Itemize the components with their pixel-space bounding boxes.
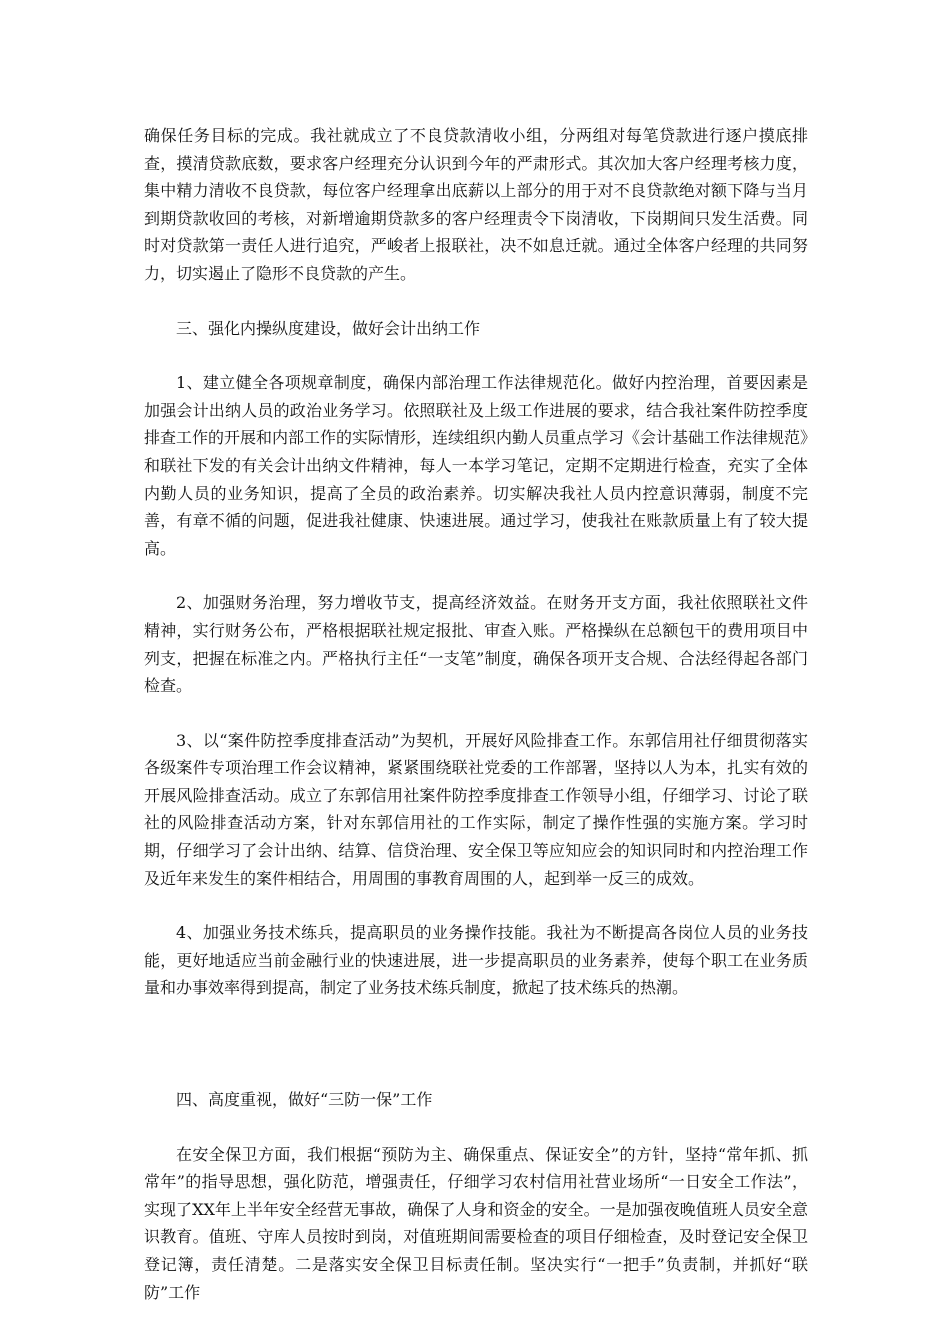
spacer (144, 562, 808, 589)
paragraph-item-4: 4、加强业务技术练兵，提高职员的业务操作技能。我社为不断提高各岗位人员的业务技能，更好地适应当前金融行业的快速进展，进一步提高职员的业务素养，使每个职工在业务质量和办事效率得到提高，制定了业务技术练兵制度，掀起了技术练兵的热潮。 (144, 923, 808, 998)
paragraph-item-3: 3、以“案件防控季度排查活动”为契机，开展好风险排查工作。东郭信用社仔细贯彻落实各级案件专项治理工作会议精神，紧紧围绕联社党委的工作部署，坚持以人为本，扎实有效的开展风险排查活动。成立了东郭信用社案件防控季度排查工作领导小组，仔细学习、讨论了联社的风险排查活动方案，针对东郭信用社的工作实际，制定了操作性强的实施方案。学习时期，仔细学习了会计出纳、结算、信贷治理、安全保卫等应知应会的知识同时和内控治理工作及近年来发生的案件相结合，用周围的事教育周围的人，起到举一反三的成效。 (144, 730, 808, 888)
spacer (144, 1002, 808, 1086)
document-page (144, 122, 808, 1306)
paragraph-npl-collection: 确保任务目标的完成。我社就成立了不良贷款清收小组，分两组对每笔贷款进行逐户摸底排查，摸清贷款底数，要求客户经理充分认识到今年的严肃形式。其次加大客户经理考核力度，集中精力清收不良贷款，每位客户经理拿出底薪以上部分的用于对不良贷款绝对额下降与当月到期贷款收回的考核，对新增逾期贷款多的客户经理责令下岗清收，下岗期间只发生活费。同时对贷款第一责任人进行追究，严峻者上报联社，决不如息迁就。通过全体客户经理的共同努力，切实遏止了隐形不良贷款的产生。 (144, 126, 808, 283)
spacer (144, 342, 808, 369)
paragraph-security: 在安全保卫方面，我们根据“预防为主、确保重点、保证安全”的方针，坚持“常年抓、抓常年”的指导思想，强化防范，增强责任，仔细学习农村信用社营业场所“一日安全工作法”，实现了XX年上半年安全经营无事故，确保了人身和资金的安全。一是加强夜晚值班人员安全意识教育。值班、守库人员按时到岗，对值班期间需要检查的项目仔细检查，及时登记安全保卫登记簿，责任清楚。二是落实安全保卫目标责任制。坚决实行“一把手”负责制，并抓好“联防”工作 (144, 1144, 808, 1302)
spacer (144, 288, 808, 315)
section-heading-4: 四、高度重视，做好“三防一保”工作 (176, 1090, 433, 1110)
spacer (144, 892, 808, 919)
spacer (144, 700, 808, 727)
paragraph-item-2: 2、加强财务治理，努力增收节支，提高经济效益。在财务开支方面，我社依照联社文件精神，实行财务公布，严格根据联社规定报批、审查入账。严格操纵在总额包干的费用项目中列支，把握在标准之内。严格执行主任“一支笔”制度，确保各项开支合规、合法经得起各部门检查。 (144, 593, 808, 696)
spacer (144, 1114, 808, 1141)
section-heading-3: 三、强化内操纵度建设，做好会计出纳工作 (176, 318, 481, 338)
paragraph-item-1: 1、建立健全各项规章制度，确保内部治理工作法律规范化。做好内控治理，首要因素是加强会计出纳人员的政治业务学习。依照联社及上级工作进展的要求，结合我社案件防控季度排查工作的开展和内部工作的实际情形，连续组织内勤人员重点学习《会计基础工作法律规范》和联社下发的有关会计出纳文件精神，每人一本学习笔记，定期不定期进行检查，充实了全体内勤人员的业务知识，提高了全员的政治素养。切实解决我社人员内控意识薄弱，制度不完善，有章不循的问题，促进我社健康、快速进展。通过学习，使我社在账款质量上有了较大提高。 (144, 373, 809, 558)
